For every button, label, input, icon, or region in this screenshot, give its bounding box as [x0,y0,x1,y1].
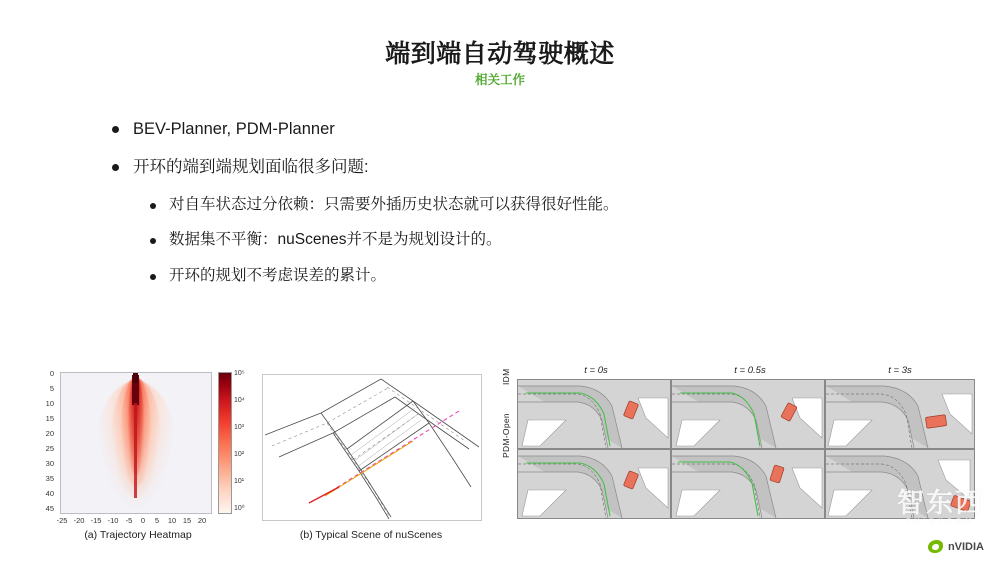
scenario-svg [826,380,974,448]
list-item [112,118,912,140]
watermark-brand [897,481,984,525]
page-subtitle: 相关工作 [474,73,525,87]
grid-cell [671,449,825,519]
axis-tick: 25 [45,444,54,453]
scenario-svg [518,380,670,448]
axis-tick: 20 [197,516,207,525]
grid-row-label: PDM-Open [501,413,511,458]
bullet-text: 对自车状态过分依赖：只需要外插历史状态就可以获得很好性能。 [169,195,619,213]
watermark-brand-text: 智东西 [897,488,984,518]
scenario-svg [672,380,824,448]
heatmap-colorbar [218,372,232,514]
figure-caption-b: (b) Typical Scene of nuScenes [299,529,443,541]
figure-trajectory-heatmap [22,366,254,526]
axis-tick: 10⁴ [234,397,245,404]
bullet-dot-icon [150,274,156,280]
axis-tick: 5 [154,516,160,525]
bullet-dot-icon [112,126,119,133]
grid-row-label: IDM [501,368,511,385]
heatmap-y-axis [22,368,56,514]
axis-tick: 10⁵ [234,370,245,377]
bullet-dot-icon [112,164,119,171]
list-item [150,230,912,251]
heat-core [133,373,138,383]
bullet-text: 数据集不平衡：nuScenes并不是为规划设计的。 [169,231,502,249]
axis-tick: 10³ [234,424,245,431]
axis-tick: 15 [182,516,192,525]
heat-core [134,403,137,498]
scene-map-svg [263,375,481,520]
axis-tick: 40 [45,489,54,498]
axis-tick: 30 [45,459,54,468]
grid-cell [517,379,671,449]
axis-tick: 0 [49,369,54,378]
list-item [150,266,912,287]
bullet-text: 开环的规划不考虑误差的累计。 [169,267,387,285]
axis-tick: 0 [140,516,146,525]
axis-tick: 15 [45,414,54,423]
axis-tick: -25 [56,516,68,525]
watermark-brand-sub: ZHIDXCOM [905,518,976,525]
axis-tick: -20 [73,516,85,525]
ego-marker [309,487,339,503]
axis-tick: 10 [167,516,177,525]
axis-tick: -15 [90,516,102,525]
axis-tick: 10² [234,451,245,458]
figure-typical-scene [262,374,482,521]
axis-tick: -5 [125,516,133,525]
axis-tick: -10 [107,516,119,525]
grid-column-label: t = 3s [888,365,912,376]
axis-tick: 10¹ [234,478,245,485]
list-item [150,195,912,216]
heatmap-x-axis [46,516,226,528]
figure-caption-a: (a) Trajectory Heatmap [84,529,192,541]
bullet-text: 开环的端到端规划面临很多问题: [133,158,369,177]
axis-tick: 10 [45,399,54,408]
axis-tick: 35 [45,474,54,483]
axis-tick: 10⁰ [234,505,245,512]
nvidia-eye-icon [928,540,943,553]
axis-tick: 5 [49,384,54,393]
grid-cell [825,379,975,449]
page-title: 端到端自动驾驶概述 [385,40,615,68]
grid-column-label: t = 0.5s [734,365,766,376]
grid-column-label: t = 0s [584,365,608,376]
planned-trajectory [325,411,459,495]
nvidia-logo [928,540,984,553]
grid-cell [671,379,825,449]
bullet-dot-icon [150,238,156,244]
grid-cell [517,449,671,519]
nvidia-logo-text: nVIDIA [947,540,984,553]
heatmap-plot-area [60,372,212,514]
axis-tick: 45 [45,504,54,513]
scenario-svg [518,450,670,518]
bullet-list [112,118,912,302]
colorbar-tick-labels [232,366,256,518]
bullet-text: BEV-Planner, PDM-Planner [133,120,335,138]
bullet-dot-icon [150,203,156,209]
list-item [112,156,912,178]
axis-tick: 20 [45,429,54,438]
scenario-svg [672,450,824,518]
